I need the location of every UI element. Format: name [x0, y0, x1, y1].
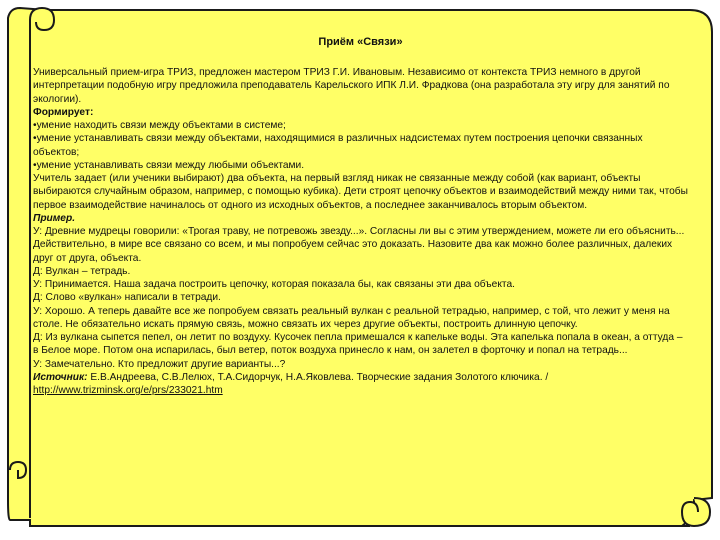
source-label: Источник:	[33, 371, 88, 383]
dialog-line-3: У: Принимается. Наша задача построить цепочку, которая показала бы, как связаны эти два объекта.	[33, 279, 515, 290]
document-content	[33, 36, 688, 494]
forms-item-1: •умение находить связи между объектами в системе;	[33, 120, 286, 131]
example-label: Пример.	[33, 212, 76, 224]
forms-item-3: •умение устанавливать связи между любыми объектами.	[33, 159, 305, 171]
dialog-line-7: У: Замечательно. Кто предложит другие варианты...?	[33, 358, 286, 370]
page-title: Приём «Связи»	[318, 36, 403, 48]
intro-paragraph: Универсальный прием-игра ТРИЗ, предложен мастером ТРИЗ Г.И. Ивановым. Независимо от контекста ТРИЗ немного в другой интерпретации подобную игру предложила преподаватель Карельского ИПК Л.И. Фрадкова (она разработала эту игру для занятий по экологии).	[33, 67, 670, 105]
forms-item-2: •умение устанавливать связи между объектами, находящимися в различных надсистемах путем построения цепочки связанных объектов;	[33, 133, 643, 158]
dialog-line-4: Д: Слово «вулкан» написали в тетради.	[33, 292, 221, 304]
forms-label: Формирует:	[33, 106, 94, 118]
source-text: Е.В.Андреева, С.В.Лелюх, Т.А.Сидорчук, Н.А.Яковлева. Творческие задания Золотого ключика. /	[87, 371, 549, 383]
scroll-curl-bottom-right	[682, 498, 710, 526]
dialog-line-5: У: Хорошо. А теперь давайте все же попробуем связать реальный вулкан с реальной тетрадью, например, с той, что лежит у меня на столе. Не обязательно искать прямую связь, можно связать их через другие объекты, построить длинную цепочку.	[33, 305, 670, 330]
dialog-line-6: Д: Из вулкана сыпется пепел, он летит по воздуху. Кусочек пепла примешался к капельке воды. Эта капелька попала в океан, а оттуда – в Белое море. Потом она испарилась, был ветер, поток воздуха принесло к нам, он залетел в форточку и попал на тетрадь...	[33, 332, 683, 357]
source-link[interactable]: http://www.trizminsk.org/e/prs/233021.htm	[33, 385, 223, 396]
teacher-paragraph: Учитель задает (или ученики выбирают) два объекта, на первый взгляд никак не связанные между собой (как вариант, объекты выбираются случайным образом, например, с помощью кубика). Дети строят цепочку объектов и взаимодействий между ними так, чтобы первое взаимодействие начиналось от одного из исходных объектов, а последнее заканчивалось вторым объектом.	[33, 173, 688, 211]
source-line	[33, 371, 688, 398]
dialog-line-1: У: Древние мудрецы говорили: «Трогая траву, не потревожь звезду...». Согласны ли вы с этим утверждением, можете ли его объяснить... Действительно, в мире все связано со всем, и мы попробуем сейчас это доказать. Назовите два как можно более различных, далеких друг от друга, объекта.	[33, 226, 685, 264]
dialog-line-2: Д: Вулкан – тетрадь.	[33, 265, 131, 277]
